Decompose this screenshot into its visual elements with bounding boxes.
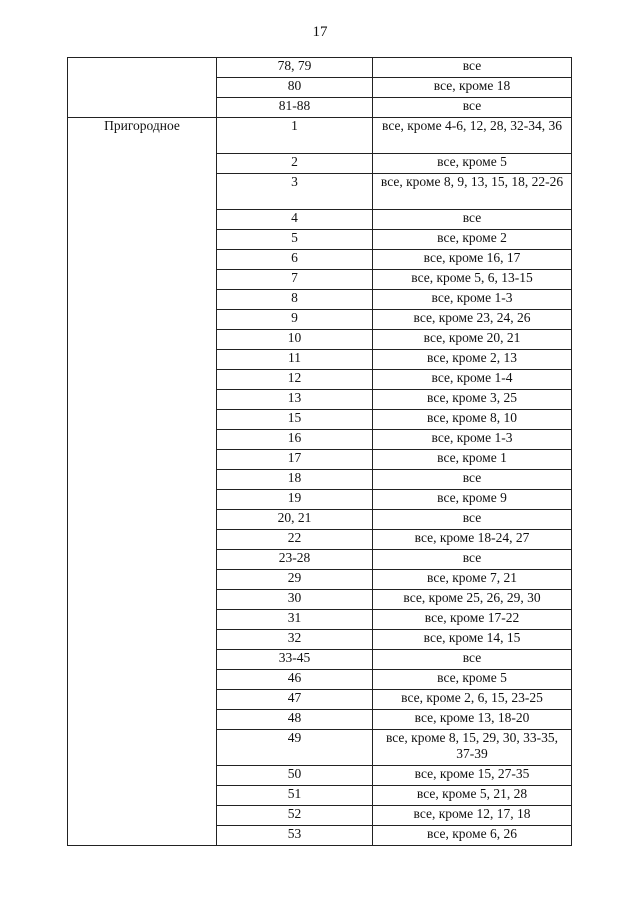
table-row [68,58,572,78]
scope-cell: все, кроме 16, 17 [373,250,572,270]
number-cell: 7 [217,270,373,290]
number-cell: 47 [217,690,373,710]
scope-cell: все, кроме 5 [373,670,572,690]
scope-cell: все [373,550,572,570]
number-cell: 33-45 [217,650,373,670]
scope-cell: все, кроме 9 [373,490,572,510]
number-cell: 18 [217,470,373,490]
scope-cell: все, кроме 18-24, 27 [373,530,572,550]
scope-cell: все, кроме 1-3 [373,430,572,450]
table-row [68,118,572,154]
number-cell: 81-88 [217,98,373,118]
number-cell: 31 [217,610,373,630]
scope-cell: все [373,58,572,78]
number-cell: 30 [217,590,373,610]
number-cell: 19 [217,490,373,510]
scope-cell: все [373,98,572,118]
document-table [67,57,572,846]
number-cell: 10 [217,330,373,350]
number-cell: 5 [217,230,373,250]
number-cell: 50 [217,766,373,786]
scope-cell: все, кроме 6, 26 [373,826,572,846]
scope-cell: все, кроме 18 [373,78,572,98]
number-cell: 9 [217,310,373,330]
number-cell: 17 [217,450,373,470]
scope-cell: все [373,470,572,490]
number-cell: 53 [217,826,373,846]
number-cell: 78, 79 [217,58,373,78]
number-cell: 16 [217,430,373,450]
number-cell: 20, 21 [217,510,373,530]
scope-cell: все, кроме 5, 6, 13-15 [373,270,572,290]
scope-cell: все, кроме 14, 15 [373,630,572,650]
scope-cell: все, кроме 7, 21 [373,570,572,590]
number-cell: 22 [217,530,373,550]
number-cell: 12 [217,370,373,390]
number-cell: 48 [217,710,373,730]
scope-cell: все, кроме 17-22 [373,610,572,630]
scope-cell: все, кроме 12, 17, 18 [373,806,572,826]
scope-cell: все [373,210,572,230]
scope-cell: все, кроме 2, 13 [373,350,572,370]
scope-cell: все [373,510,572,530]
region-cell [68,58,217,118]
scope-cell: все, кроме 8, 9, 13, 15, 18, 22-26 [373,174,572,210]
number-cell: 46 [217,670,373,690]
scope-cell: все, кроме 2 [373,230,572,250]
scope-cell: все, кроме 4-6, 12, 28, 32-34, 36 [373,118,572,154]
scope-cell: все, кроме 1 [373,450,572,470]
scope-cell: все, кроме 3, 25 [373,390,572,410]
scope-cell: все, кроме 5, 21, 28 [373,786,572,806]
number-cell: 29 [217,570,373,590]
scope-cell: все, кроме 8, 15, 29, 30, 33-35, 37-39 [373,730,572,766]
number-cell: 80 [217,78,373,98]
scope-cell: все, кроме 15, 27-35 [373,766,572,786]
number-cell: 8 [217,290,373,310]
number-cell: 1 [217,118,373,154]
scope-cell: все, кроме 23, 24, 26 [373,310,572,330]
number-cell: 32 [217,630,373,650]
scope-cell: все, кроме 20, 21 [373,330,572,350]
scope-cell: все, кроме 25, 26, 29, 30 [373,590,572,610]
page-number: 17 [312,24,328,40]
number-cell: 11 [217,350,373,370]
number-cell: 51 [217,786,373,806]
scope-cell: все, кроме 13, 18-20 [373,710,572,730]
scope-cell: все, кроме 2, 6, 15, 23-25 [373,690,572,710]
number-cell: 2 [217,154,373,174]
number-cell: 49 [217,730,373,766]
number-cell: 4 [217,210,373,230]
table-body [68,58,572,846]
number-cell: 52 [217,806,373,826]
region-cell: Пригородное [68,118,217,846]
number-cell: 23-28 [217,550,373,570]
scope-cell: все, кроме 1-4 [373,370,572,390]
number-cell: 6 [217,250,373,270]
scope-cell: все, кроме 5 [373,154,572,174]
scope-cell: все [373,650,572,670]
scope-cell: все, кроме 1-3 [373,290,572,310]
number-cell: 15 [217,410,373,430]
number-cell: 13 [217,390,373,410]
number-cell: 3 [217,174,373,210]
scope-cell: все, кроме 8, 10 [373,410,572,430]
